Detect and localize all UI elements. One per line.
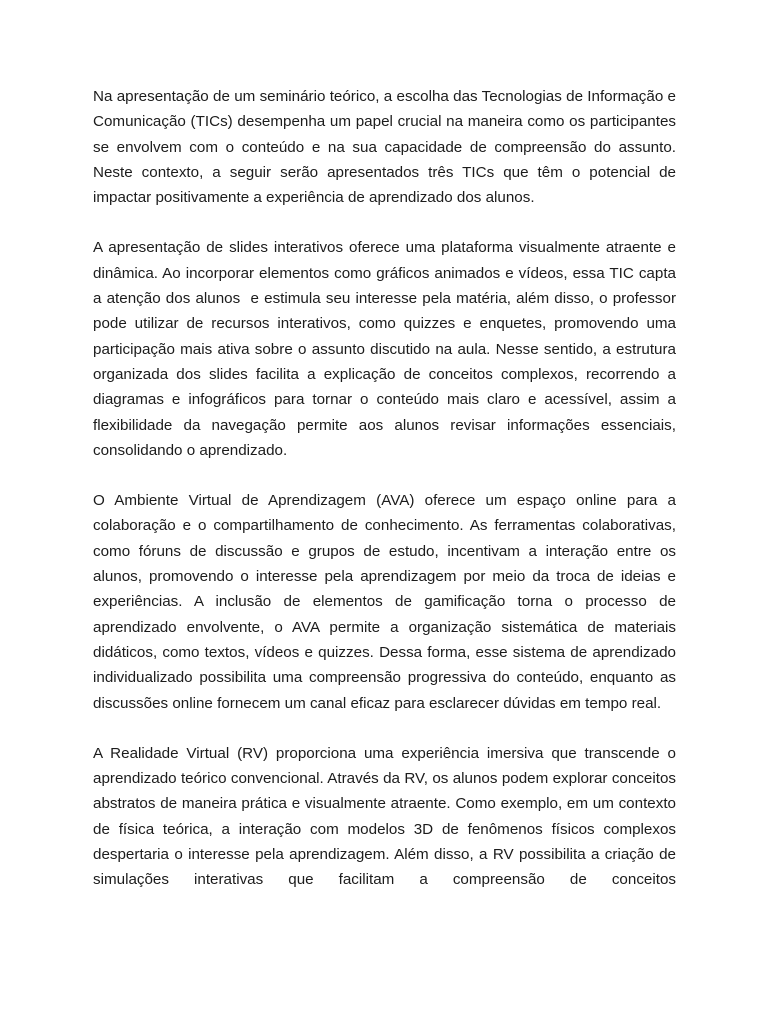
paragraph-intro-tics: Na apresentação de um seminário teórico, a escolha das Tecnologias de Informação e Comunicação (TICs) desempenha um papel crucial na maneira como os participantes se envolvem com o conteúdo e na sua capacidade de compreensão do assunto. Neste contexto, a seguir serão apresentados três TICs que têm o potencial de impactar positivamente a experiência de aprendizado dos alunos. xyxy=(93,88,681,207)
paragraph-ambiente-virtual-aprendizagem: O Ambiente Virtual de Aprendizagem (AVA) oferece um espaço online para a colaboração e o compartilhamento de conhecimento. As ferramentas colaborativas, como fóruns de discussão e grupos de estudo, incentivam a interação entre os alunos, promovendo o interesse pela aprendizagem por meio da troca de ideias e experiências. A inclusão de elementos de gamificação torna o processo de aprendizado envolvente, o AVA permite a organização sistemática de materiais didáticos, como textos, vídeos e quizzes. Dessa forma, esse sistema de aprendizado individualizado possibilita uma compreensão progressiva do conteúdo, enquanto as discussões online fornecem um canal eficaz para esclarecer dúvidas em tempo real. xyxy=(93,492,681,712)
paragraph-slides-interativos: A apresentação de slides interativos oferece uma plataforma visualmente atraente e dinâmica. Ao incorporar elementos como gráficos animados e vídeos, essa TIC capta a atenção dos alunos e estimula seu interesse pela matéria, além disso, o professor pode utilizar de recursos interativos, como quizzes e enquetes, promovendo uma participação mais ativa sobre o assunto discutido na aula. Nesse sentido, a estrutura organizada dos slides facilita a explicação de conceitos complexos, recorrendo a diagramas e infográficos para tornar o conteúdo mais claro e acessível, assim a flexibilidade da navegação permite aos alunos revisar informações essenciais, consolidando o aprendizado. xyxy=(93,239,681,459)
document-body xyxy=(93,84,681,889)
paragraph-realidade-virtual: A Realidade Virtual (RV) proporciona uma experiência imersiva que transcende o aprendizado teórico convencional. Através da RV, os alunos podem explorar conceitos abstratos de maneira prática e visualmente atraente. Como exemplo, em um contexto de física teórica, a interação com modelos 3D de fenômenos físicos complexos despertaria o interesse pela aprendizagem. Além disso, a RV possibilita a criação de simulações interativas que facilitam a compreensão de conceitos xyxy=(93,744,681,889)
